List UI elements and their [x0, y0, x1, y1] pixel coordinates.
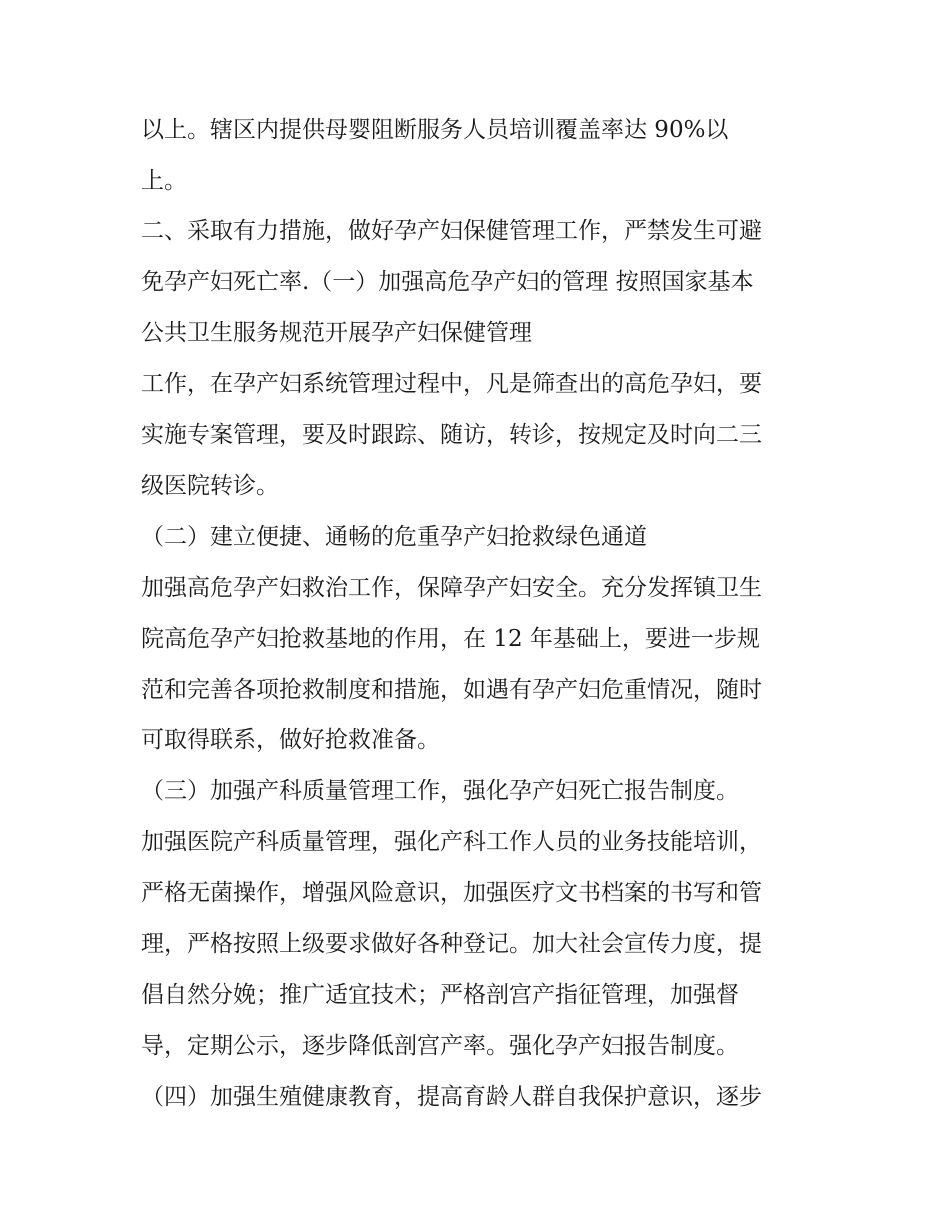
text-line: 导，定期公示，逐步降低剖宫产率。强化孕产妇报告制度。 — [141, 1033, 739, 1059]
text-line: 以上。辖区内提供母婴阻断服务人员培训覆盖率达 90%以 — [141, 117, 729, 143]
text-line: 上。 — [141, 168, 187, 194]
text-line: 范和完善各项抢救制度和措施，如遇有孕产妇危重情况，随时 — [141, 677, 762, 703]
text-line: 可取得联系，做好抢救准备。 — [141, 727, 440, 753]
text-line: 级医院转诊。 — [141, 473, 279, 499]
text-line: （二）建立便捷、通畅的危重孕产妇抢救绿色通道 — [141, 524, 647, 550]
text-line: 二、采取有力措施，做好孕产妇保健管理工作，严禁发生可避 — [141, 218, 762, 244]
text-line: （三）加强产科质量管理工作，强化孕产妇死亡报告制度。 — [141, 778, 739, 804]
text-line: 院高危孕产妇抢救基地的作用，在 12 年基础上，要进一步规 — [141, 626, 760, 652]
text-line: 加强医院产科质量管理，强化产科工作人员的业务技能培训， — [141, 829, 762, 855]
text-line: 加强高危孕产妇救治工作，保障孕产妇安全。充分发挥镇卫生 — [141, 575, 762, 601]
text-line: 免孕产妇死亡率.（一）加强高危孕产妇的管理 按照国家基本 — [141, 269, 754, 295]
text-line: 实施专案管理，要及时跟踪、随访，转诊，按规定及时向二三 — [141, 422, 762, 448]
text-line: 理，严格按照上级要求做好各种登记。加大社会宣传力度，提 — [141, 931, 762, 957]
text-line: 公共卫生服务规范开展孕产妇保健管理 — [141, 320, 532, 346]
text-line: 倡自然分娩；推广适宜技术；严格剖宫产指征管理，加强督 — [141, 982, 739, 1008]
text-line: 严格无菌操作，增强风险意识，加强医疗文书档案的书写和管 — [141, 880, 762, 906]
text-line: （四）加强生殖健康教育，提高育龄人群自我保护意识，逐步 — [141, 1084, 762, 1110]
text-line: 工作，在孕产妇系统管理过程中，凡是筛查出的高危孕妇，要 — [141, 371, 762, 397]
